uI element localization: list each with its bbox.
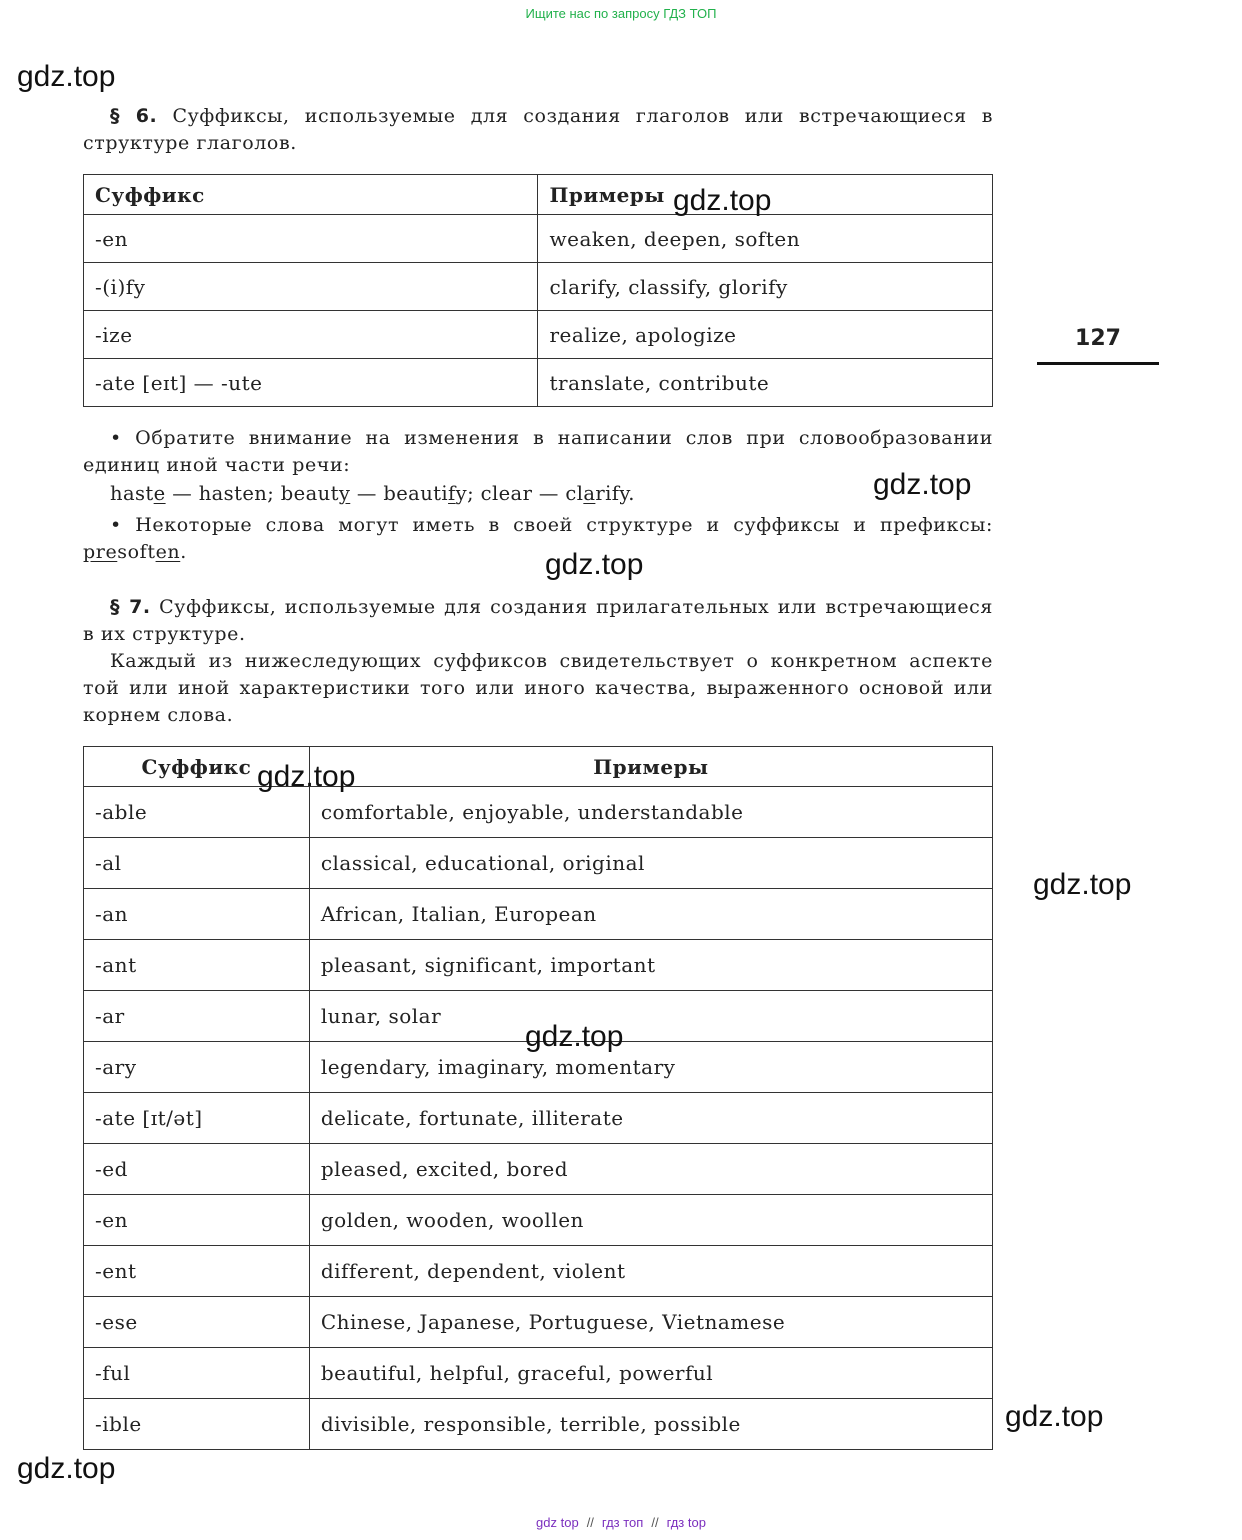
table-row: [84, 1246, 993, 1297]
examples-cell: different, dependent, violent: [309, 1246, 992, 1297]
watermark: gdz.top: [1033, 868, 1132, 901]
examples-cell: legendary, imaginary, momentary: [309, 1042, 992, 1093]
footer-link[interactable]: гдз топ: [601, 1515, 644, 1530]
suffix-cell: -ent: [84, 1246, 310, 1297]
spelling-examples: [110, 480, 635, 507]
table-row: [84, 1195, 993, 1246]
examples-cell: African, Italian, European: [309, 889, 992, 940]
examples-cell: comfortable, enjoyable, understandable: [309, 787, 992, 838]
header-suffix: Суффикс: [84, 175, 538, 215]
table-row: [84, 787, 993, 838]
examples-cell: golden, wooden, woollen: [309, 1195, 992, 1246]
underlined-letter: e: [153, 482, 166, 505]
watermark: gdz.top: [1005, 1400, 1104, 1433]
watermark: gdz.top: [673, 184, 772, 217]
examples-cell: lunar, solar: [309, 991, 992, 1042]
footer-link[interactable]: gdz top: [536, 1515, 579, 1530]
watermark: gdz.top: [545, 548, 644, 581]
note-spelling: • Обратите внимание на изменения в написании слов при словообразовании единиц иной части речи:: [83, 427, 993, 476]
examples-cell: pleased, excited, bored: [309, 1144, 992, 1195]
suffix-cell: -(i)fy: [84, 263, 538, 311]
underlined-letter: f: [448, 482, 456, 505]
suffix-cell: -ible: [84, 1399, 310, 1450]
examples-cell: translate, contribute: [538, 359, 993, 407]
page-number-rule: [1037, 362, 1159, 365]
examples-cell: weaken, deepen, soften: [538, 215, 993, 263]
example-text: — beauti: [350, 482, 449, 505]
footer-links: [0, 1515, 1242, 1530]
section-7-heading: [83, 594, 993, 648]
suffix-cell: -ize: [84, 311, 538, 359]
suffix-cell: -able: [84, 787, 310, 838]
examples-cell: pleasant, significant, important: [309, 940, 992, 991]
watermark: gdz.top: [257, 760, 356, 793]
examples-cell: divisible, responsible, terrible, possible: [309, 1399, 992, 1450]
examples-cell: realize, apologize: [538, 311, 993, 359]
section-7-intro: Каждый из нижеследующих суффиксов свидетельствует о конкретном аспекте той или иной характеристики того или иного качества, выраженного основой или корнем слова.: [83, 650, 993, 726]
suffix-cell: -en: [84, 1195, 310, 1246]
section-title: Суффиксы, используемые для создания глаголов или встречающиеся в структуре глаголов.: [83, 105, 994, 154]
table-row: [84, 1093, 993, 1144]
table-header-row: [84, 747, 993, 787]
table-header-row: [84, 175, 993, 215]
table-row: [84, 1399, 993, 1450]
suffix-cell: -ed: [84, 1144, 310, 1195]
watermark: gdz.top: [873, 468, 972, 501]
table-row: [84, 359, 993, 407]
verb-suffix-table: [83, 174, 993, 407]
header-suffix: Суффикс: [84, 747, 310, 787]
suffix-cell: -ate [ɪt/ət]: [84, 1093, 310, 1144]
note-text: • Некоторые слова могут иметь в своей структуре и суффиксы и префиксы:: [110, 514, 993, 536]
table-row: [84, 940, 993, 991]
examples-cell: clarify, classify, glorify: [538, 263, 993, 311]
suffix-cell: -an: [84, 889, 310, 940]
examples-cell: beautiful, helpful, graceful, powerful: [309, 1348, 992, 1399]
section-number: § 6.: [110, 105, 158, 127]
watermark: gdz.top: [17, 60, 116, 93]
suffix-cell: -ar: [84, 991, 310, 1042]
footer-link[interactable]: гдз top: [666, 1515, 706, 1530]
watermark: gdz.top: [17, 1452, 116, 1485]
top-banner[interactable]: Ищите нас по запросу ГДЗ ТОП: [525, 6, 717, 21]
punctuation: .: [180, 541, 187, 563]
page-number: 127: [1075, 326, 1121, 351]
underlined-letter: a: [583, 482, 596, 505]
suffix-cell: -ese: [84, 1297, 310, 1348]
table-row: [84, 889, 993, 940]
adjective-suffix-table: [83, 746, 993, 1450]
section-title: Суффиксы, используемые для создания прилагательных или встречающиеся в их структуре.: [83, 596, 994, 645]
example-text: rify.: [595, 482, 635, 505]
header-examples: Примеры: [538, 175, 993, 215]
section-number: § 7.: [110, 596, 151, 618]
example-text: y; clear — cl: [455, 482, 584, 505]
table-row: [84, 1144, 993, 1195]
table-row: [84, 838, 993, 889]
suffix-cell: -ate [eɪt] — -ute: [84, 359, 538, 407]
footer-separator: //: [586, 1515, 594, 1530]
underlined-letter: y: [338, 482, 351, 505]
suffix-cell: -ant: [84, 940, 310, 991]
suffix-example: en: [155, 541, 181, 563]
table-row: [84, 1348, 993, 1399]
suffix-cell: -ful: [84, 1348, 310, 1399]
suffix-cell: -al: [84, 838, 310, 889]
table-row: [84, 1297, 993, 1348]
table-row: [84, 263, 993, 311]
header-examples: Примеры: [309, 747, 992, 787]
table-row: [84, 215, 993, 263]
table-row: [84, 311, 993, 359]
example-text: hast: [110, 482, 154, 505]
watermark: gdz.top: [525, 1020, 624, 1053]
note-prefix-suffix: [83, 512, 993, 566]
example-text: — hasten; beaut: [165, 482, 339, 505]
section-6-heading: [83, 103, 993, 157]
footer-separator: //: [651, 1515, 659, 1530]
root-example: soft: [117, 541, 156, 563]
suffix-cell: -en: [84, 215, 538, 263]
examples-cell: delicate, fortunate, illiterate: [309, 1093, 992, 1144]
prefix-example: pre: [83, 541, 118, 563]
examples-cell: Chinese, Japanese, Portuguese, Vietnamese: [309, 1297, 992, 1348]
examples-cell: classical, educational, original: [309, 838, 992, 889]
suffix-cell: -ary: [84, 1042, 310, 1093]
